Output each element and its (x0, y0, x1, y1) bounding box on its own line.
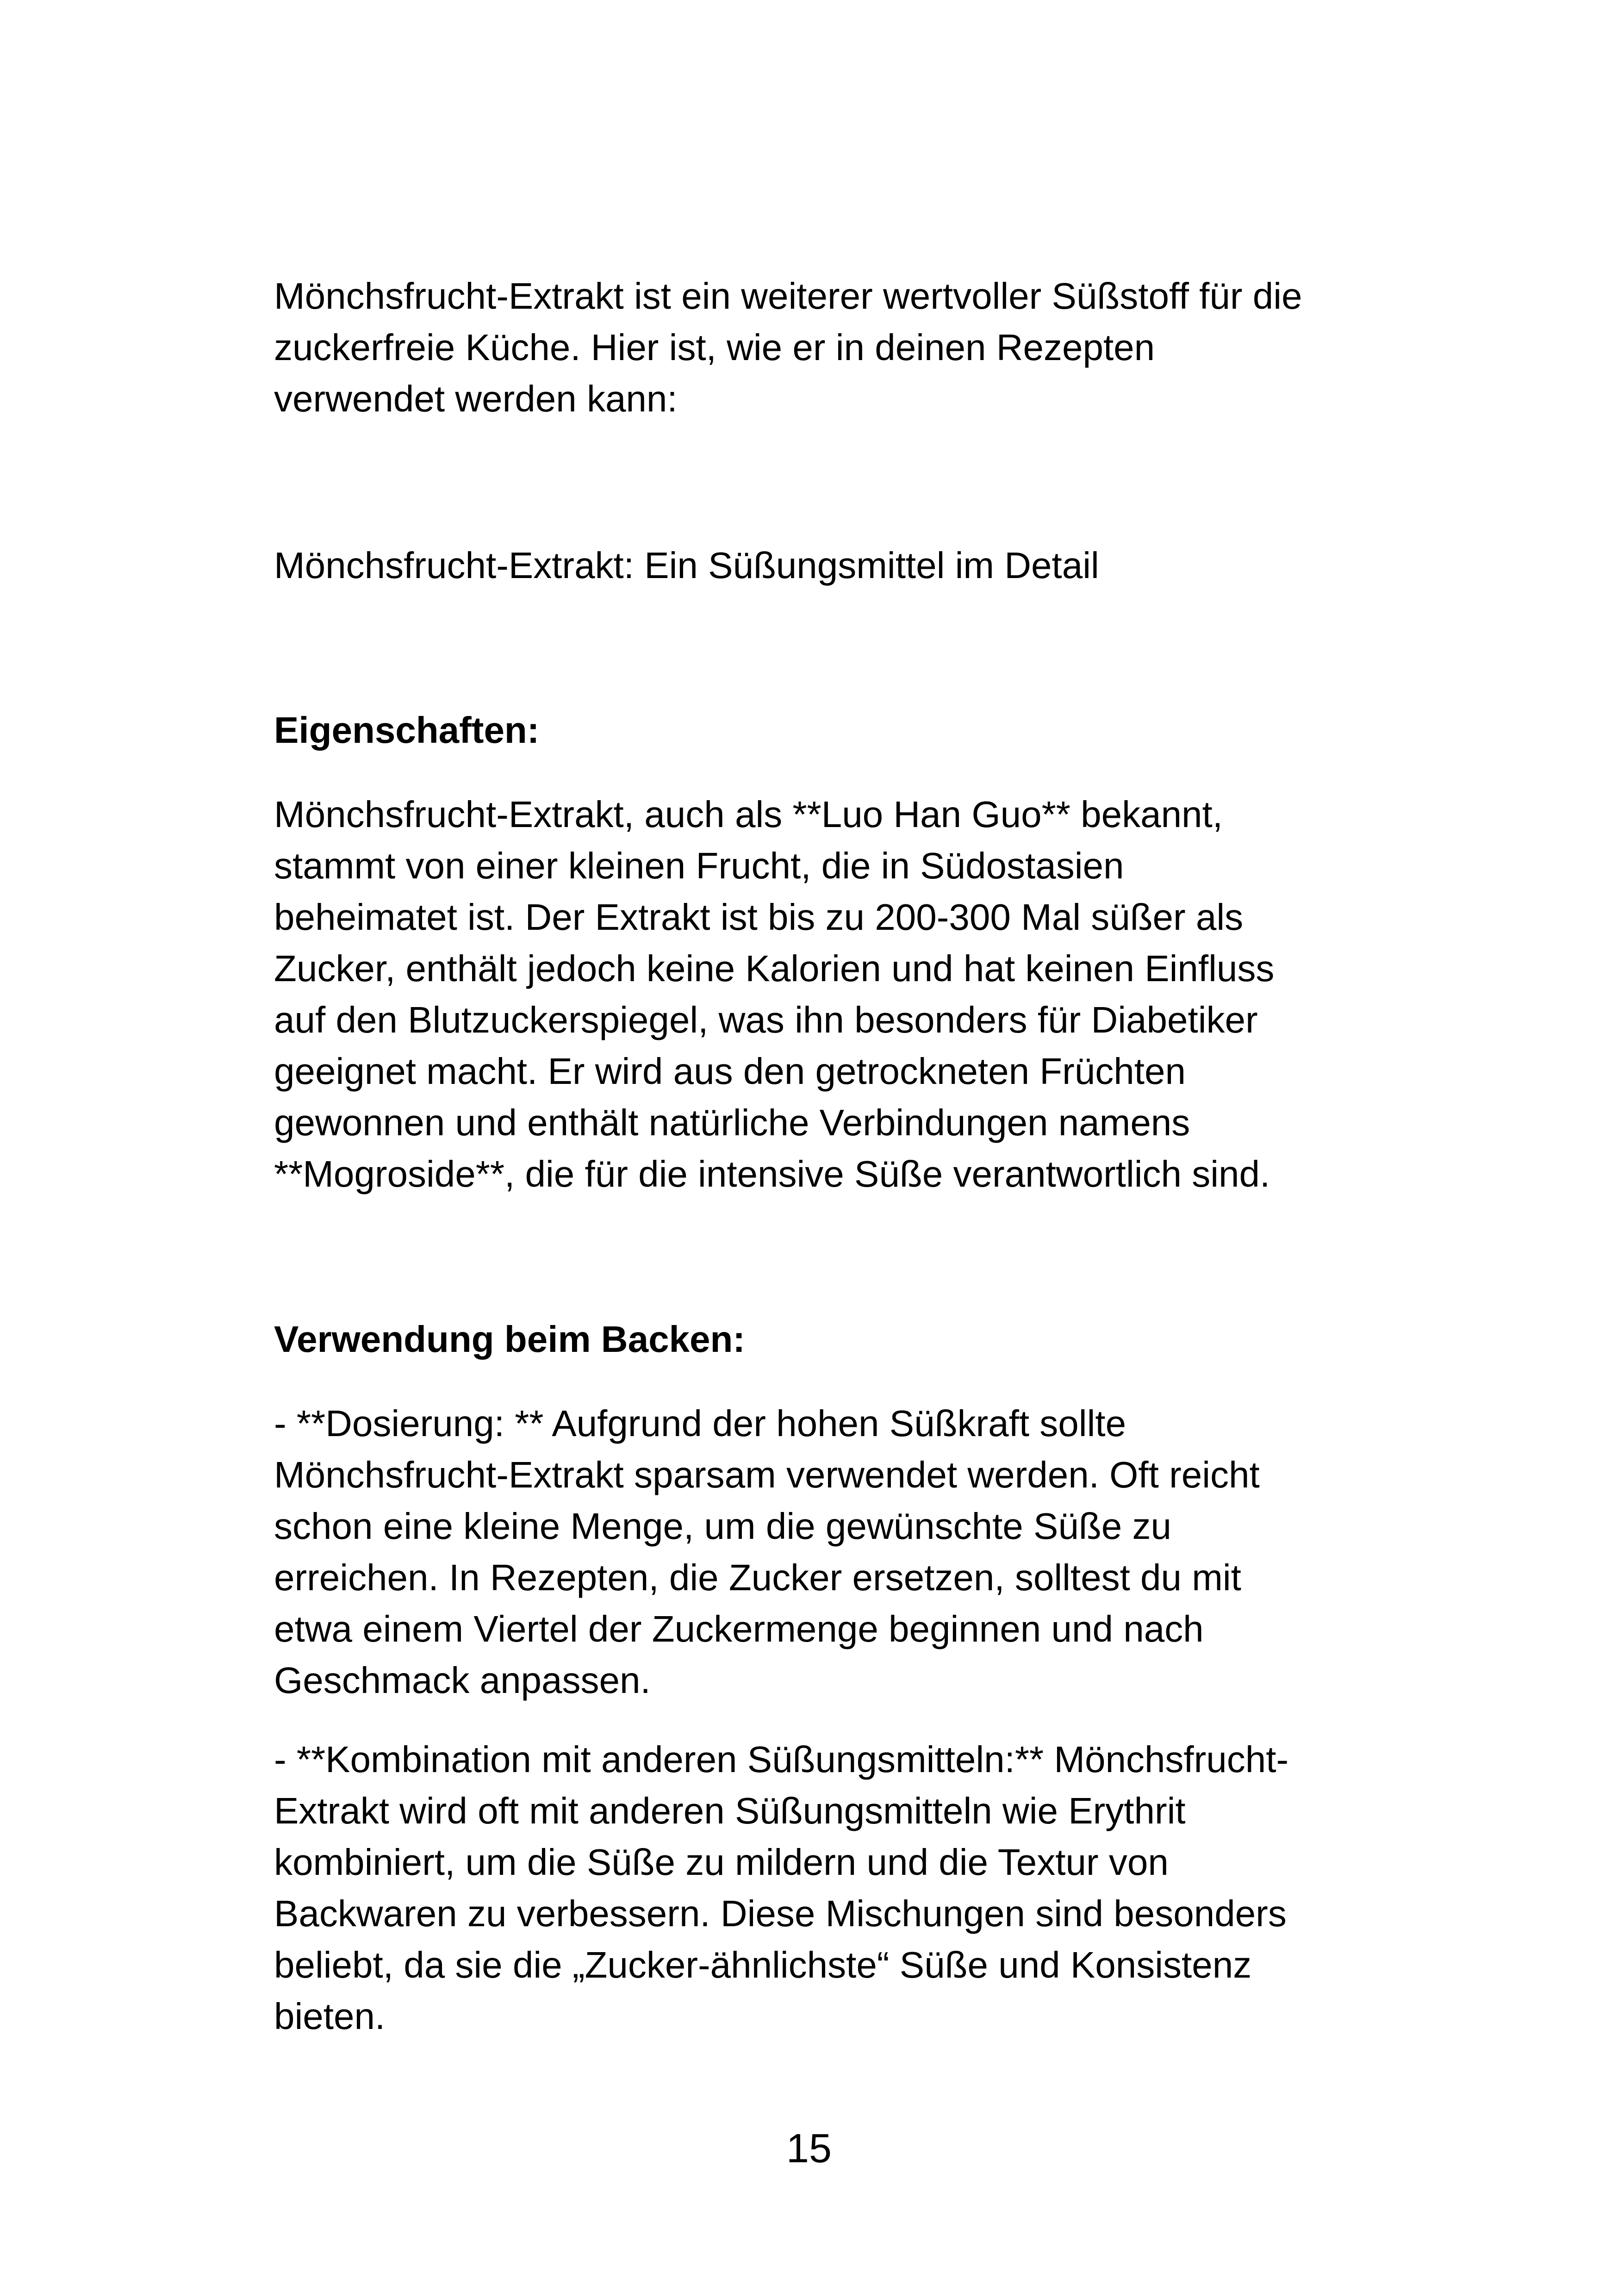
properties-heading: Eigenschaften: (274, 709, 540, 751)
combination-paragraph: - **Kombination mit anderen Süßungsmitteln:** Mönchsfrucht- Extrakt wird oft mit anderen Süßungsmitteln wie Erythrit kombiniert, um die Süße zu mildern und die Textur von Backwaren zu verbessern. Diese Mischungen sind besonders beliebt, da sie die „Zucker-ähnlichste“ Süße und Konsistenz bieten. (274, 1739, 1289, 2037)
dosage-paragraph: - **Dosierung: ** Aufgrund der hohen Süßkraft sollte Mönchsfrucht-Extrakt sparsam verwendet werden. Oft reicht schon eine kleine Menge, um die gewünschte Süße zu erreichen. In Rezepten, die Zucker ersetzen, solltest du mit etwa einem Viertel der Zuckermenge beginnen und nach Geschmack anpassen. (274, 1403, 1260, 1701)
page-number: 15 (786, 2125, 832, 2171)
intro-paragraph: Mönchsfrucht-Extrakt ist ein weiterer wertvoller Süßstoff für die zuckerfreie Küche. Hier ist, wie er in deinen Rezepten verwendet werden kann: (274, 275, 1302, 419)
baking-heading: Verwendung beim Backen: (274, 1319, 746, 1360)
properties-paragraph: Mönchsfrucht-Extrakt, auch als **Luo Han Guo** bekannt, stammt von einer kleinen Frucht, die in Südostasien beheimatet ist. Der Extrakt ist bis zu 200-300 Mal süßer als Zucker, enthält jedoch keine Kalorien und hat keinen Einfluss auf den Blutzuckerspiegel, was ihn besonders für Diabetiker geeignet macht. Er wird aus den getrockneten Früchten gewonnen und enthält natürliche Verbindungen namens **Mogroside**, die für die intensive Süße verantwortlich sind. (274, 794, 1275, 1195)
section-title: Mönchsfrucht-Extrakt: Ein Süßungsmittel im Detail (274, 545, 1099, 586)
